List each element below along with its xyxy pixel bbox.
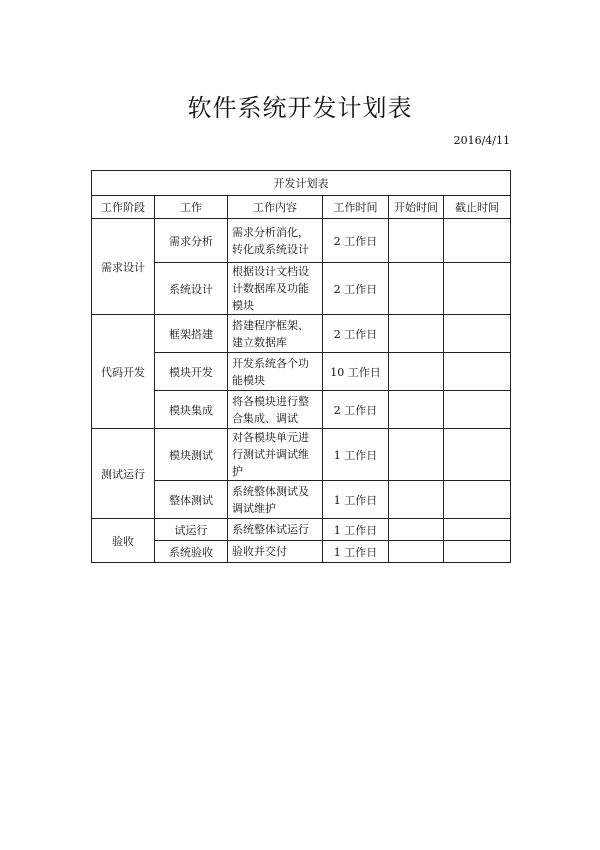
plan-table-body — [92, 171, 511, 563]
content-cell: 需求分析消化，转化成系统设计 — [228, 219, 323, 263]
content-cell: 开发系统各个功能模块 — [228, 353, 323, 391]
task-cell: 系统验收 — [155, 541, 228, 563]
table-row — [92, 519, 511, 541]
table-header-row — [92, 196, 511, 219]
content-cell: 将各模块进行整合集成、调试 — [228, 391, 323, 429]
header-content: 工作内容 — [228, 196, 323, 219]
table-row — [92, 429, 511, 481]
end-cell — [444, 263, 511, 315]
task-cell: 整体测试 — [155, 481, 228, 519]
task-cell: 框架搭建 — [155, 315, 228, 353]
start-cell — [389, 481, 444, 519]
start-cell — [389, 219, 444, 263]
start-cell — [389, 429, 444, 481]
task-cell: 试运行 — [155, 519, 228, 541]
table-row — [92, 541, 511, 563]
start-cell — [389, 519, 444, 541]
duration-cell: 1 工作日 — [323, 519, 389, 541]
table-row — [92, 391, 511, 429]
header-task: 工作 — [155, 196, 228, 219]
start-cell — [389, 541, 444, 563]
end-cell — [444, 315, 511, 353]
table-row — [92, 219, 511, 263]
document-title: 软件系统开发计划表 — [187, 94, 413, 122]
duration-cell: 2 工作日 — [323, 315, 389, 353]
start-cell — [389, 263, 444, 315]
content-cell: 系统整体测试及调试维护 — [228, 481, 323, 519]
end-cell — [444, 519, 511, 541]
start-cell — [389, 315, 444, 353]
table-caption: 开发计划表 — [92, 171, 511, 196]
task-cell: 需求分析 — [155, 219, 228, 263]
end-cell — [444, 353, 511, 391]
document-date: 2016/4/11 — [453, 134, 510, 147]
header-end: 截止时间 — [444, 196, 511, 219]
development-plan-table — [91, 170, 511, 563]
table-row — [92, 315, 511, 353]
content-cell: 验收并交付 — [228, 541, 323, 563]
duration-cell: 1 工作日 — [323, 429, 389, 481]
end-cell — [444, 219, 511, 263]
duration-cell: 2 工作日 — [323, 391, 389, 429]
content-cell: 搭建程序框架、建立数据库 — [228, 315, 323, 353]
table-row — [92, 263, 511, 315]
table-row — [92, 481, 511, 519]
header-duration: 工作时间 — [323, 196, 389, 219]
task-cell: 模块测试 — [155, 429, 228, 481]
content-cell: 根据设计文档设计数据库及功能模块 — [228, 263, 323, 315]
end-cell — [444, 429, 511, 481]
duration-cell: 2 工作日 — [323, 263, 389, 315]
task-cell: 模块开发 — [155, 353, 228, 391]
stage-cell: 测试运行 — [92, 429, 155, 519]
task-cell: 系统设计 — [155, 263, 228, 315]
duration-cell: 1 工作日 — [323, 541, 389, 563]
stage-cell: 代码开发 — [92, 315, 155, 429]
start-cell — [389, 391, 444, 429]
end-cell — [444, 391, 511, 429]
header-start: 开始时间 — [389, 196, 444, 219]
duration-cell: 10 工作日 — [323, 353, 389, 391]
duration-cell: 1 工作日 — [323, 481, 389, 519]
table-caption-row — [92, 171, 511, 196]
stage-cell: 验收 — [92, 519, 155, 563]
task-cell: 模块集成 — [155, 391, 228, 429]
stage-cell: 需求设计 — [92, 219, 155, 315]
content-cell: 对各模块单元进行测试并调试维护 — [228, 429, 323, 481]
start-cell — [389, 353, 444, 391]
table-row — [92, 353, 511, 391]
end-cell — [444, 481, 511, 519]
duration-cell: 2 工作日 — [323, 219, 389, 263]
end-cell — [444, 541, 511, 563]
header-stage: 工作阶段 — [92, 196, 155, 219]
content-cell: 系统整体试运行 — [228, 519, 323, 541]
